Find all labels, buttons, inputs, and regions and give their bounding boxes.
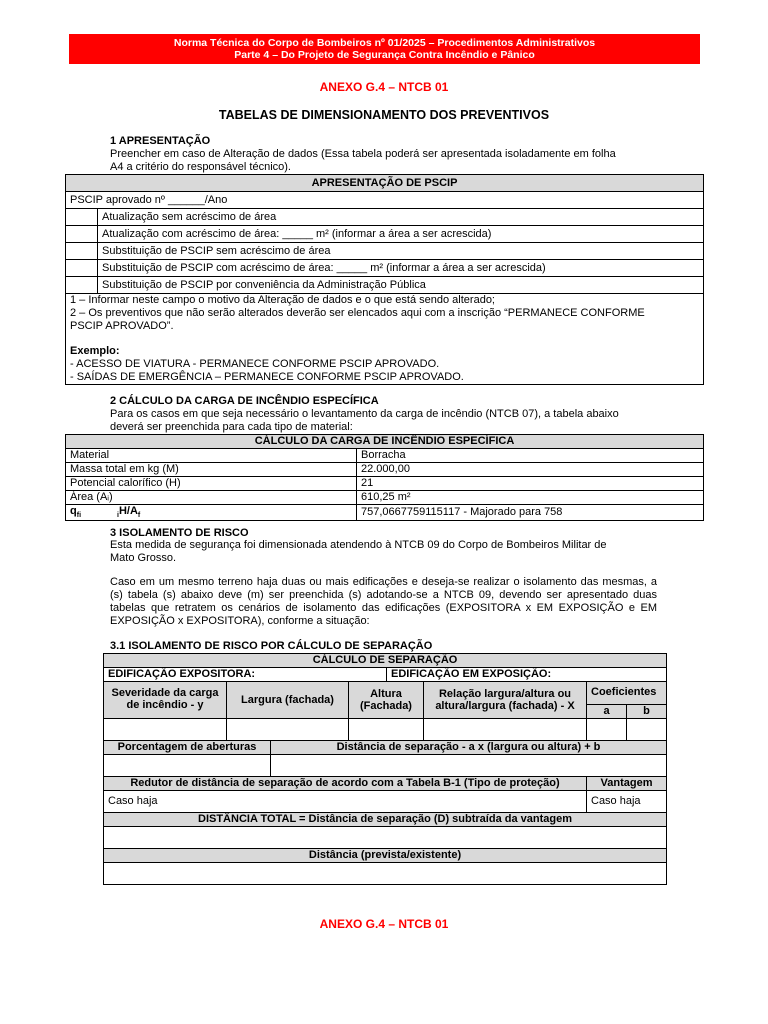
col-largura: Largura (fachada) [227, 681, 349, 718]
relacao-input[interactable] [424, 718, 587, 740]
coef-b-input[interactable] [627, 718, 667, 740]
pscip-option-checkbox[interactable] [66, 243, 98, 260]
header-line-2: Parte 4 – Do Projeto de Segurança Contra Incêndio e Pânico [234, 49, 535, 61]
section3-text1-line1: Esta medida de segurança foi dimensionada atendendo à NTCB 09 do Corpo de Bombeiros Militar de [110, 539, 607, 551]
carga-formula-label [66, 504, 357, 520]
carga-table [65, 434, 704, 521]
header-line-1: Norma Técnica do Corpo de Bombeiros nº 01/2025 – Procedimentos Administrativos [173, 36, 596, 49]
pscip-option-checkbox[interactable] [66, 260, 98, 277]
section3-text1-line2: Mato Grosso. [110, 551, 177, 564]
pscip-option-label: Substituição de PSCIP sem acréscimo de área [98, 243, 704, 260]
col-redutor: Redutor de distância de separação de acordo com a Tabela B-1 (Tipo de proteção) [104, 776, 587, 790]
section2-text [110, 408, 670, 434]
carga-row-value[interactable]: 21 [357, 476, 704, 490]
col-distancia-total: DISTÂNCIA TOTAL = Distância de separação (D) subtraída da vantagem [104, 812, 667, 826]
altura-input[interactable] [349, 718, 424, 740]
carga-row-value[interactable]: Borracha [357, 448, 704, 462]
formula-q: q [70, 504, 77, 517]
col-vantagem: Vantagem [587, 776, 667, 790]
formula-q-sub: fi [76, 512, 82, 520]
distancia-separacao-input[interactable] [271, 754, 667, 776]
largura-input[interactable] [227, 718, 349, 740]
section1-text [110, 148, 670, 174]
section1-text-line2: A4 a critério do responsável técnico). [110, 160, 291, 173]
separacao-table-header: CÁLCULO DE SEPARAÇÃO [104, 654, 667, 668]
section1-text-line1: Preencher em caso de Alteração de dados (Essa tabela poderá ser apresentada isoladamente em folha [110, 148, 616, 160]
note-1: 1 – Informar neste campo o motivo da Alteração de dados e o que está sendo alterado; [70, 294, 495, 306]
formula-a: /A [126, 504, 138, 517]
edificacao-expositora-field[interactable]: EDIFICAÇÃO EXPOSITORA: [104, 667, 387, 681]
formula-a-sub: f [137, 512, 141, 520]
pscip-option-checkbox[interactable] [66, 209, 98, 226]
section2-text-line1: Para os casos em que seja necessário o levantamento da carga de incêndio (NTCB 07), a tabela abaixo [110, 408, 619, 420]
edificacao-exposicao-field[interactable]: EDIFICAÇÃO EM EXPOSIÇÃO: [387, 667, 667, 681]
pscip-table [65, 174, 704, 385]
carga-row-label: Massa total em kg (M) [66, 462, 357, 476]
col-b: b [627, 704, 667, 718]
distancia-total-input[interactable] [104, 826, 667, 848]
porcentagem-input[interactable] [104, 754, 271, 776]
example-2: - SAÍDAS DE EMERGÊNCIA – PERMANECE CONFORME PSCIP APROVADO. [70, 370, 464, 383]
carga-row-label: Área (Aᵢ) [66, 490, 357, 504]
pscip-option-label: Atualização com acréscimo de área: _____ m² (informar a área a ser acrescida) [98, 226, 704, 243]
section1-heading: 1 APRESENTAÇÃO [110, 135, 211, 147]
note-2a: 2 – Os preventivos que não serão alterados deverão ser elencados aqui com a inscrição “PERMANECE CONFORME [70, 306, 645, 319]
separacao-table [103, 653, 667, 885]
section3-subheading: 3.1 ISOLAMENTO DE RISCO POR CÁLCULO DE SEPARAÇÃO [110, 640, 433, 652]
pscip-notes [66, 294, 704, 385]
vantagem-input[interactable]: Caso haja [587, 790, 667, 812]
example-1: - ACESSO DE VIATURA - PERMANECE CONFORME PSCIP APROVADO. [70, 357, 440, 370]
carga-row-value[interactable]: 22.000,00 [357, 462, 704, 476]
carga-table-header: CÁLCULO DA CARGA DE INCÊNDIO ESPECÍFICA [66, 435, 704, 449]
section2-heading: 2 CÁLCULO DA CARGA DE INCÊNDIO ESPECÍFICA [110, 395, 379, 407]
col-a: a [587, 704, 627, 718]
redutor-input[interactable]: Caso haja [104, 790, 587, 812]
footer-annex-title: ANEXO G.4 – NTCB 01 [319, 917, 449, 931]
col-distancia-separacao: Distância de separação - a x (largura ou altura) + b [271, 740, 667, 754]
section3-heading: 3 ISOLAMENTO DE RISCO [110, 527, 249, 539]
pscip-option-label: Atualização sem acréscimo de área [98, 209, 704, 226]
pscip-option-label: Substituição de PSCIP por conveniência da Administração Pública [98, 277, 704, 294]
annex-title: ANEXO G.4 – NTCB 01 [319, 80, 449, 94]
section3-text2: Caso em um mesmo terreno haja duas ou mais edificações e deseja-se realizar o isolamento das mesmas, a (s) tabela (s) abaixo deve (m) ser preenchida (s) adotando-se a NTCB 09, devendo ser apresentado duas tabelas que retratem os cenários de isolamento das edificações (EXPOSITORA x EM EXPOSIÇÃO e EM EXPOSIÇÃO x EXPOSITORA), conforme a situação: [110, 576, 657, 627]
carga-row-label: Potencial calorífico (H) [66, 476, 357, 490]
main-title: TABELAS DE DIMENSIONAMENTO DOS PREVENTIVOS [218, 108, 550, 122]
col-coeficientes: Coeficientes [587, 681, 667, 704]
distancia-prevista-input[interactable] [104, 862, 667, 884]
col-relacao: Relação largura/altura ou altura/largura (fachada) - X [424, 681, 587, 718]
carga-row-value[interactable]: 610,25 m² [357, 490, 704, 504]
coef-a-input[interactable] [587, 718, 627, 740]
pscip-table-header: APRESENTAÇÃO DE PSCIP [66, 175, 704, 192]
section3-text1 [110, 539, 670, 565]
col-severidade: Severidade da carga de incêndio - y [104, 681, 227, 718]
pscip-approved-field[interactable]: PSCIP aprovado nº ______/Ano [66, 192, 704, 209]
formula-i-sub: i [117, 512, 119, 520]
carga-row-label: Material [66, 448, 357, 462]
note-2b: PSCIP APROVADO”. [70, 319, 174, 332]
col-porcentagem: Porcentagem de aberturas [104, 740, 271, 754]
col-distancia-prevista: Distância (prevista/existente) [104, 848, 667, 862]
pscip-option-checkbox[interactable] [66, 226, 98, 243]
formula-h: H [118, 504, 127, 517]
header-banner [69, 34, 700, 64]
col-altura: Altura (Fachada) [349, 681, 424, 718]
severidade-input[interactable] [104, 718, 227, 740]
example-label: Exemplo: [70, 344, 120, 357]
pscip-option-checkbox[interactable] [66, 277, 98, 294]
pscip-option-label: Substituição de PSCIP com acréscimo de área: _____ m² (informar a área a ser acrescida) [98, 260, 704, 277]
section2-text-line2: deverá ser preenchida para cada tipo de material: [110, 420, 353, 433]
carga-formula-value[interactable]: 757,0667759115117 - Majorado para 758 [357, 504, 704, 520]
